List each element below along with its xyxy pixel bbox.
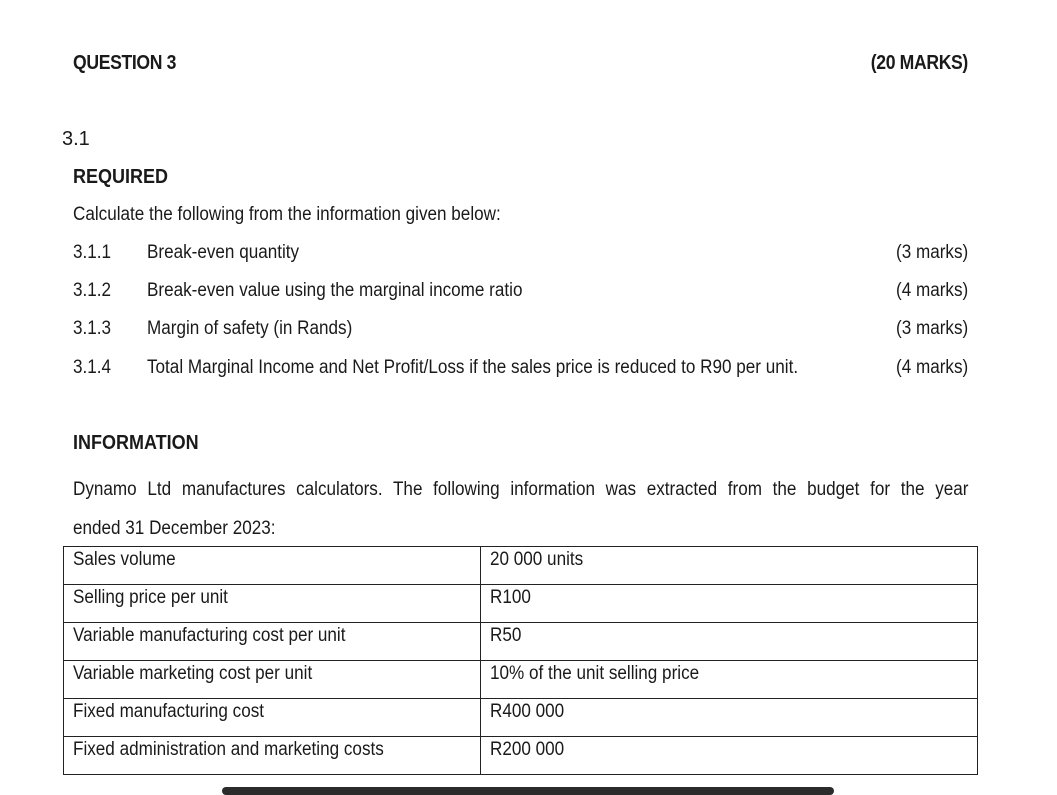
table-row (64, 661, 978, 699)
table-cell-value (481, 661, 978, 699)
table-cell-label (64, 547, 481, 585)
total-marks: (20 MARKS) (870, 51, 968, 74)
table-cell-label (64, 623, 481, 661)
question-header (73, 50, 968, 76)
row-value: R50 (490, 625, 522, 646)
information-line-2: ended 31 December 2023: (73, 518, 276, 539)
row-value: R100 (490, 587, 531, 608)
required-heading: REQUIRED (73, 166, 169, 188)
table-cell-value (481, 623, 978, 661)
question-number: 3.1.2 (73, 280, 112, 301)
row-value: R200 000 (490, 739, 565, 760)
question-item-3-1-1 (73, 242, 968, 266)
question-text: Margin of safety (in Rands) (147, 318, 353, 339)
table-cell-label (64, 661, 481, 699)
question-text: Break-even quantity (147, 242, 300, 263)
question-text: Total Marginal Income and Net Profit/Loss if the sales price is reduced to R90 per unit. (147, 357, 799, 378)
question-marks: (3 marks) (895, 242, 968, 263)
row-value: 20 000 units (490, 549, 584, 570)
question-number: 3.1.3 (73, 318, 112, 339)
question-text: Break-even value using the marginal income ratio (147, 280, 523, 301)
information-line-1: Dynamo Ltd manufactures calculators. The following information was extracted from the budget for the year (73, 479, 969, 500)
horizontal-scrollbar[interactable] (222, 787, 834, 795)
table-cell-label (64, 699, 481, 737)
table-row (64, 699, 978, 737)
row-label: Variable manufacturing cost per unit (73, 625, 346, 646)
table-cell-label (64, 585, 481, 623)
question-item-3-1-2 (73, 280, 968, 304)
table-row (64, 737, 978, 775)
table-cell-label (64, 737, 481, 775)
budget-table (63, 546, 978, 775)
section-number: 3.1 (62, 128, 90, 150)
row-value: 10% of the unit selling price (490, 663, 700, 684)
row-label: Variable marketing cost per unit (73, 663, 313, 684)
question-number: 3.1.4 (73, 357, 112, 378)
row-label: Sales volume (73, 549, 176, 570)
question-item-3-1-3 (73, 318, 968, 342)
table-row (64, 547, 978, 585)
question-item-3-1-4 (73, 357, 968, 381)
table-cell-value (481, 547, 978, 585)
information-heading: INFORMATION (73, 432, 199, 454)
table-row (64, 623, 978, 661)
table-cell-value (481, 737, 978, 775)
row-label: Fixed manufacturing cost (73, 701, 265, 722)
row-label: Selling price per unit (73, 587, 228, 608)
question-marks: (4 marks) (895, 357, 968, 378)
question-title: QUESTION 3 (73, 51, 177, 74)
information-paragraph (73, 470, 968, 548)
table-cell-value (481, 585, 978, 623)
required-intro: Calculate the following from the information given below: (73, 204, 501, 225)
row-value: R400 000 (490, 701, 565, 722)
table-cell-value (481, 699, 978, 737)
table-row (64, 585, 978, 623)
row-label: Fixed administration and marketing costs (73, 739, 384, 760)
question-number: 3.1.1 (73, 242, 112, 263)
question-marks: (3 marks) (895, 318, 968, 339)
question-marks: (4 marks) (895, 280, 968, 301)
